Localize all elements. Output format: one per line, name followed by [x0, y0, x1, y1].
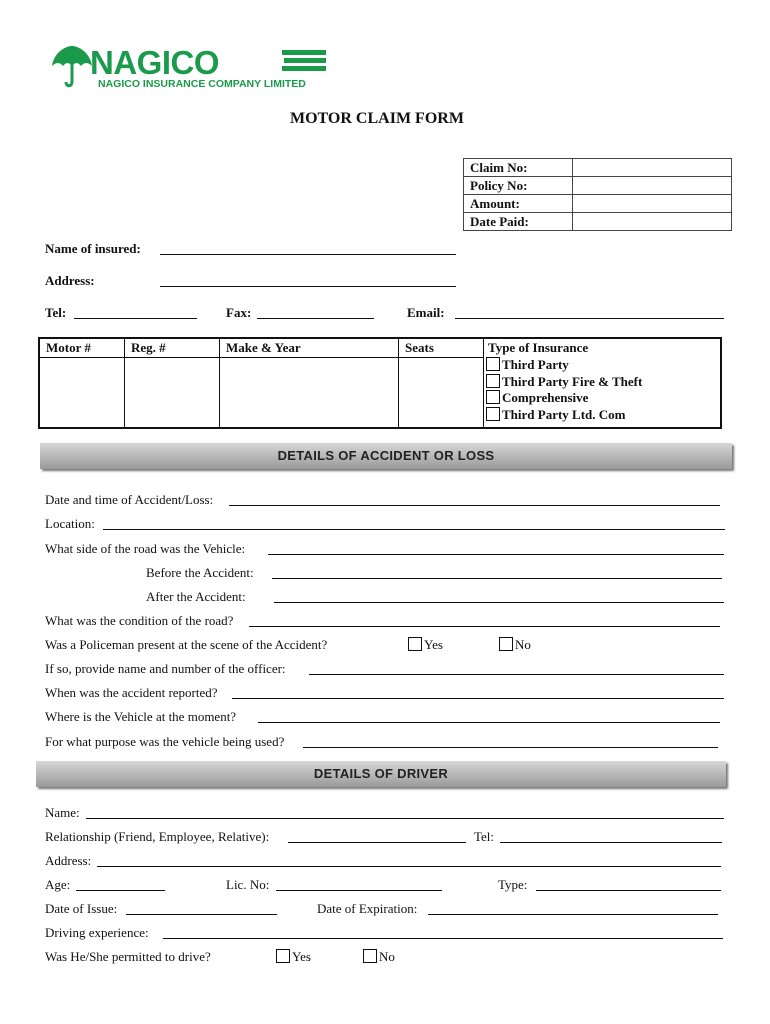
officer-label: If so, provide name and number of the officer: [45, 661, 286, 676]
reported-label: When was the accident reported? [45, 685, 218, 700]
driver-tel-field[interactable] [500, 842, 722, 843]
road-side-label: What side of the road was the Vehicle: [45, 541, 246, 556]
permitted-yes-option[interactable]: Yes [276, 949, 311, 965]
license-type-field[interactable] [536, 890, 721, 891]
before-accident-label: Before the Accident: [146, 565, 254, 580]
motor-header: Motor # [39, 338, 125, 358]
logo-subtitle: NAGICO INSURANCE COMPANY LIMITED [98, 78, 306, 90]
date-issue-field[interactable] [126, 914, 277, 915]
date-expiration-label: Date of Expiration: [317, 901, 418, 916]
purpose-label: For what purpose was the vehicle being used? [45, 734, 285, 749]
age-field[interactable] [76, 890, 165, 891]
tel-field[interactable] [74, 318, 197, 319]
checkbox-comprehensive[interactable] [486, 390, 500, 404]
logo-stripes-icon [282, 48, 328, 74]
driver-name-label: Name: [45, 805, 80, 820]
before-accident-field[interactable] [272, 578, 722, 579]
driver-address-field[interactable] [97, 866, 721, 867]
age-label: Age: [45, 877, 71, 892]
location-field[interactable] [103, 529, 725, 530]
permitted-label: Was He/She permitted to drive? [45, 949, 211, 964]
date-expiration-field[interactable] [428, 914, 718, 915]
insured-name-label: Name of insured: [45, 241, 141, 256]
reg-cell[interactable] [125, 358, 220, 429]
lic-no-label: Lic. No: [226, 877, 270, 892]
accident-datetime-field[interactable] [229, 505, 720, 506]
logo-wordmark: NAGICO [90, 44, 219, 81]
date-paid-field[interactable] [573, 213, 732, 231]
claim-no-label: Claim No: [464, 159, 573, 177]
vehicle-location-field[interactable] [258, 722, 720, 723]
make-year-header: Make & Year [220, 338, 399, 358]
email-label: Email: [407, 305, 445, 320]
after-accident-field[interactable] [274, 602, 724, 603]
email-field[interactable] [455, 318, 724, 319]
address-label: Address: [45, 273, 95, 288]
road-side-field[interactable] [268, 554, 724, 555]
amount-label: Amount: [464, 195, 573, 213]
driver-name-field[interactable] [86, 818, 724, 819]
claim-no-field[interactable] [573, 159, 732, 177]
option-third-party-ltd-com[interactable]: Third Party Ltd. Com [486, 407, 718, 424]
driver-section-header: DETAILS OF DRIVER [36, 761, 726, 787]
experience-label: Driving experience: [45, 925, 149, 940]
insured-name-field[interactable] [160, 254, 456, 255]
seats-cell[interactable] [399, 358, 484, 429]
checkbox-third-party-fire-theft[interactable] [486, 374, 500, 388]
fax-field[interactable] [257, 318, 374, 319]
insurance-type-cell [484, 338, 722, 428]
date-paid-label: Date Paid: [464, 213, 573, 231]
policeman-label: Was a Policeman present at the scene of the Accident? [45, 637, 328, 652]
road-condition-field[interactable] [249, 626, 720, 627]
permitted-no-checkbox[interactable] [363, 949, 377, 963]
policeman-no-checkbox[interactable] [499, 637, 513, 651]
option-third-party-fire-theft[interactable]: Third Party Fire & Theft [486, 374, 718, 391]
purpose-field[interactable] [303, 747, 718, 748]
experience-field[interactable] [163, 938, 723, 939]
checkbox-third-party[interactable] [486, 357, 500, 371]
vehicle-table [38, 337, 722, 429]
date-issue-label: Date of Issue: [45, 901, 118, 916]
reported-field[interactable] [232, 698, 724, 699]
umbrella-icon [50, 44, 94, 90]
driver-tel-label: Tel: [474, 829, 495, 844]
officer-field[interactable] [309, 674, 724, 675]
option-comprehensive[interactable]: Comprehensive [486, 390, 718, 407]
address-field[interactable] [160, 286, 456, 287]
policy-no-field[interactable] [573, 177, 732, 195]
amount-field[interactable] [573, 195, 732, 213]
make-year-cell[interactable] [220, 358, 399, 429]
relationship-field[interactable] [288, 842, 466, 843]
road-condition-label: What was the condition of the road? [45, 613, 234, 628]
policeman-yes-option[interactable]: Yes [408, 637, 443, 653]
after-accident-label: After the Accident: [146, 589, 246, 604]
license-type-label: Type: [498, 877, 528, 892]
lic-no-field[interactable] [276, 890, 442, 891]
driver-address-label: Address: [45, 853, 92, 868]
vehicle-table-header [39, 338, 721, 358]
policeman-yes-checkbox[interactable] [408, 637, 422, 651]
accident-datetime-label: Date and time of Accident/Loss: [45, 492, 214, 507]
relationship-label: Relationship (Friend, Employee, Relative): [45, 829, 270, 844]
policeman-no-option[interactable]: No [499, 637, 531, 653]
seats-header: Seats [399, 338, 484, 358]
option-third-party[interactable]: Third Party [486, 357, 718, 374]
checkbox-third-party-ltd-com[interactable] [486, 407, 500, 421]
accident-section-header: DETAILS OF ACCIDENT OR LOSS [40, 443, 732, 469]
insurance-type-header: Type of Insurance [488, 340, 589, 355]
vehicle-location-label: Where is the Vehicle at the moment? [45, 709, 237, 724]
permitted-no-option[interactable]: No [363, 949, 395, 965]
fax-label: Fax: [226, 305, 252, 320]
form-title: MOTOR CLAIM FORM [290, 110, 464, 127]
permitted-yes-checkbox[interactable] [276, 949, 290, 963]
location-label: Location: [45, 516, 95, 531]
policy-no-label: Policy No: [464, 177, 573, 195]
claim-office-box [463, 158, 732, 231]
tel-label: Tel: [45, 305, 67, 320]
motor-cell[interactable] [39, 358, 125, 429]
reg-header: Reg. # [125, 338, 220, 358]
